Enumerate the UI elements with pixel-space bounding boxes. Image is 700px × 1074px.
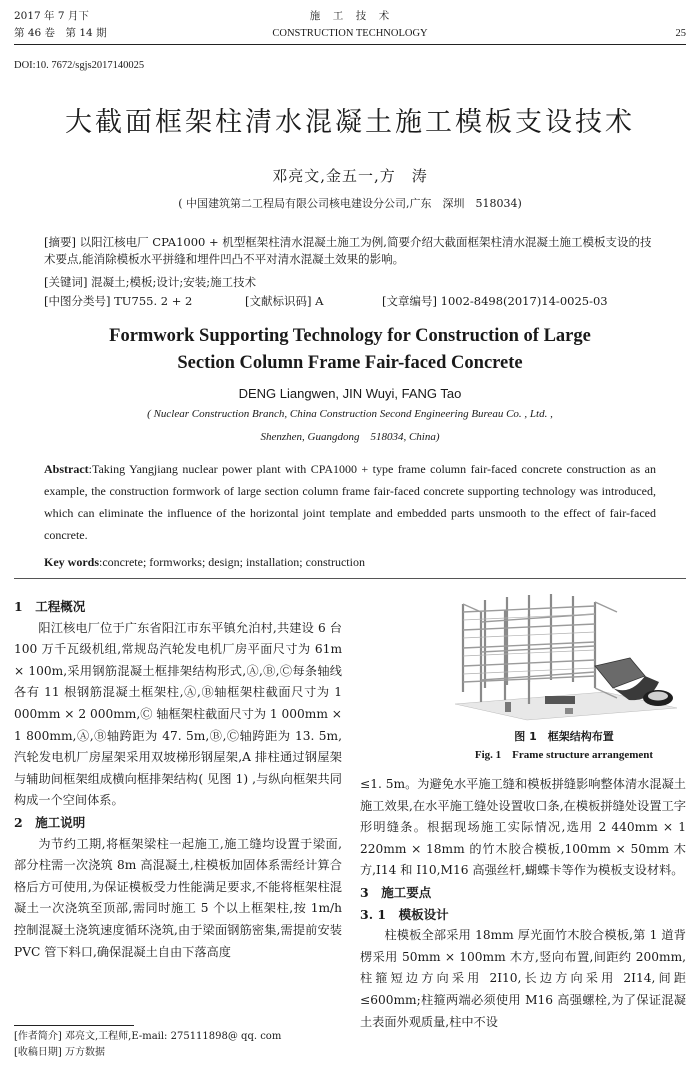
abstract-en-text: :Taking Yangjiang nuclear power plant with CPA1000 + type frame column fair-faced concrete construction as an example, the construction formwork of large section column frame fair-faced concrete supporting technology was introduced, which can eliminate the influence of the horizontal joint template and embedded parts unsmooth to the effect of fair-faced concrete.	[44, 462, 656, 542]
clc-label: [中图分类号]	[44, 294, 111, 308]
author-note-label: [作者简介]	[14, 1031, 62, 1042]
clc-value: TU755. 2 + 2	[114, 294, 193, 308]
article-no-label: [文章编号]	[382, 294, 437, 308]
footnote-rule	[14, 1025, 134, 1026]
authors-en: DENG Liangwen, JIN Wuyi, FANG Tao	[238, 386, 462, 401]
body-paragraph: 阳江核电厂位于广东省阳江市东平镇允泊村,共建设 6 台 100 万千瓦级机组,常规岛汽轮发电机厂房平面尺寸为 61m × 100m,采用钢筋混凝土框排架结构形式,Ⓐ,Ⓑ,Ⓒ每条轴线各有 11 根钢筋混凝土框架柱,Ⓐ,Ⓑ轴框架柱截面尺寸为 1 000mm × 2 000mm,Ⓒ 轴框架柱截面尺寸为 1 000mm × 1 800mm,Ⓐ,Ⓑ轴跨距为 47. 5m,Ⓑ,Ⓒ轴跨距为 13. 5m,汽轮发电机厂房屋架采用双坡梯形钢屋架,A 排柱通过钢屋架与辅助间框架组成横向框排架结构( 见图 1) ,与纵向框架共同构成一个空间体系。	[14, 620, 342, 808]
doc-code-value: A	[315, 294, 324, 308]
section-heading-2: 2 施工说明	[14, 814, 86, 830]
section-heading-3: 3 施工要点	[360, 884, 432, 900]
keywords-en-text: :concrete; formworks; design; installation; construction	[99, 555, 365, 569]
figure-frame-structure	[445, 592, 687, 722]
received-label: [收稿日期]	[14, 1047, 62, 1058]
affiliation-cn: ( 中国建筑第二工程局有限公司核电建设分公司,广东 深圳 518034)	[178, 197, 522, 210]
title-en-line1: Formwork Supporting Technology for Construction of Large	[109, 326, 591, 346]
body-paragraph: 柱模板全部采用 18mm 厚光面竹木胶合模板,第 1 道背楞采用 50mm × 100mm 木方,竖向布置,间距约 200mm,柱箍短边方向采用 2I10,长边方向采用 2I14,间距≤600mm;柱箍两端必须使用 M16 高强螺栓,为了保证混凝土表面外观质量,柱中不设	[360, 928, 686, 1029]
journal-name-cn: 施 工 技 术	[309, 10, 391, 22]
title-en-line2: Section Column Frame Fair-faced Concrete	[177, 353, 523, 373]
section-heading-1: 1 工程概况	[14, 599, 86, 614]
abstract-cn-text: 以阳江核电厂 CPA1000 + 机型框架柱清水混凝土施工为例,简要介绍大截面框架柱清水混凝土施工模板支设的技术要点,能消除模板水平拼缝和埋件凹凸不平对清水混凝土效果的影响。	[44, 235, 652, 266]
journal-name-en: CONSTRUCTION TECHNOLOGY	[272, 28, 428, 39]
abstract-cn	[44, 234, 658, 268]
doi: DOI:10. 7672/sgjs2017140025	[14, 60, 145, 71]
authors-cn: 邓亮文,金五一,方 涛	[272, 167, 428, 185]
received-text: 万方数据	[65, 1047, 105, 1058]
author-note	[14, 1030, 281, 1043]
abstract-en	[44, 458, 656, 546]
header-date: 2017 年 7 月下	[14, 10, 89, 22]
affiliation-en-line2: Shenzhen, Guangdong 518034, China)	[260, 431, 440, 443]
title-cn: 大截面框架柱清水混凝土施工模板支设技术	[65, 107, 635, 138]
keywords-cn-label: [关键词]	[44, 275, 88, 289]
header-volume: 第 46 卷 第 14 期	[14, 27, 107, 39]
page-number: 25	[675, 28, 686, 39]
frame-structure-illustration	[445, 592, 687, 722]
figure-caption-cn: 图 1 框架结构布置	[514, 730, 614, 743]
clc-number	[44, 293, 192, 310]
keywords-en-label: Key words	[44, 555, 99, 569]
article-number	[382, 293, 608, 310]
body-paragraph: 为节约工期,将框架梁柱一起施工,施工缝均设置于梁面,部分柱需一次浇筑 8m 高混凝土,柱模板加固体系需经计算合格后方可使用,为保证模板受力性能满足要求,不能将框架柱混凝土一次浇筑至顶部,需同时施工 5 个以上框架柱,按 1m/h 控制混凝土浇筑速度循环浇筑,由于梁面钢筋密集,需提前安装 PVC 管下料口,确保混凝土自由下落高度	[14, 836, 342, 959]
abstract-en-label: Abstract	[44, 462, 89, 476]
document-code	[245, 293, 323, 310]
keywords-cn-text: 混凝土;模板;设计;安装;施工技术	[91, 275, 257, 289]
keywords-cn	[44, 274, 256, 291]
affiliation-en-line1: ( Nuclear Construction Branch, China Construction Second Engineering Bureau Co. , Ltd. ,	[147, 408, 553, 420]
body-left-column	[14, 596, 342, 963]
abstract-cn-label: [摘要]	[44, 235, 76, 249]
abstract-rule	[14, 578, 686, 579]
figure-caption-en: Fig. 1 Frame structure arrangement	[474, 749, 654, 761]
body-right-column	[360, 774, 686, 1033]
doc-code-label: [文献标识码]	[245, 294, 312, 308]
keywords-en	[44, 551, 656, 573]
body-paragraph: ≤1. 5m。为避免水平施工缝和模板拼缝影响整体清水混凝土施工效果,在水平施工缝处设置收口条,在模板拼缝处设置工字形明缝条。根据现场施工实际情况,选用 2 440mm × 1 220mm × 18mm 的竹木胶合模板,100mm × 50mm 木方,I14 和 I10,M16 高强丝杆,蝴蝶卡等作为模板支设材料。	[360, 777, 686, 878]
received-note	[14, 1046, 105, 1059]
article-no-value: 1002-8498(2017)14-0025-03	[440, 294, 608, 308]
author-note-text: 邓亮文,工程师,E-mail: 275111898@ qq. com	[65, 1031, 282, 1042]
header-rule	[14, 44, 686, 45]
section-heading-3-1: 3. 1 模板设计	[360, 906, 449, 922]
